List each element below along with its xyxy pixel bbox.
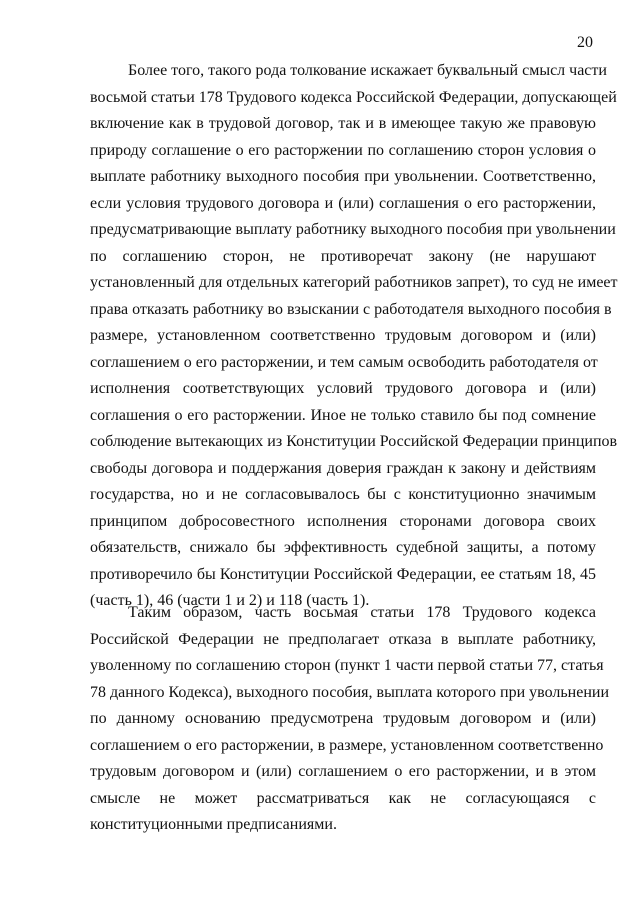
text-line: исполнения соответствующих условий трудового договора и (или) [90, 380, 596, 397]
text-line: смысле не может рассматриваться как не согласующаяся с [90, 789, 596, 807]
text-line: конституционными предписаниями. [90, 816, 337, 833]
text-line: свободы договора и поддержания доверия граждан к закону и действиям [90, 459, 596, 477]
page-number: 20 [577, 34, 593, 51]
text-line: обязательств, снижало бы эффективность судебной защиты, а потому [90, 539, 596, 556]
paragraph-1 [90, 58, 618, 615]
text-line: восьмой статьи 178 Трудового кодекса Российской Федерации, допускающей [90, 88, 617, 106]
text-line: соглашения о его расторжении. Иное не только ставило бы под сомнение [90, 406, 596, 424]
text-line: (часть 1), 46 (части 1 и 2) и 118 (часть 1). [90, 592, 370, 609]
text-line: трудовым договором и (или) соглашением о его расторжении, и в этом [90, 763, 596, 780]
text-line: уволенному по соглашению сторон (пункт 1 части первой статьи 77, статья [90, 657, 604, 674]
text-line: выплате работнику выходного пособия при увольнении. Соответственно, [90, 168, 596, 185]
text-line: 78 данного Кодекса), выходного пособия, выплата которого при увольнении [90, 683, 610, 701]
text-line: противоречило бы Конституции Российской Федерации, ее статьям 18, 45 [90, 565, 596, 583]
text-line: природу соглашение о его расторжении по соглашению сторон условия о [90, 141, 596, 159]
text-line: государства, но и не согласовывалось бы с конституционно значимым [90, 486, 596, 503]
text-line: по данному основанию предусмотрена трудовым договором и (или) [90, 710, 596, 727]
text-line: размере, установленном соответственно трудовым договором и (или) [90, 327, 596, 344]
text-line: принципом добросовестного исполнения сторонами договора своих [90, 512, 596, 530]
text-line: предусматривающие выплату работнику выходного пособия при увольнении [90, 221, 616, 238]
text-line: если условия трудового договора и (или) соглашения о его расторжении, [90, 194, 596, 212]
text-line: Российской Федерации не предполагает отказа в выплате работнику, [90, 630, 596, 648]
text-line: соблюдение вытекающих из Конституции Российской Федерации принципов [90, 433, 618, 450]
text-line: установленный для отдельных категорий работников запрет), то суд не имеет [90, 274, 618, 291]
text-line: по соглашению сторон, не противоречат закону (не нарушают [90, 247, 596, 265]
text-line: включение как в трудовой договор, так и в имеющее такую же правовую [90, 115, 596, 132]
text-line: права отказать работнику во взыскании с работодателя выходного пособия в [90, 300, 612, 318]
text-line: Таким образом, часть восьмая статьи 178 Трудового кодекса [128, 604, 596, 621]
paragraph-2 [90, 600, 610, 839]
text-line: Более того, такого рода толкование искажает буквальный смысл части [128, 62, 607, 79]
text-line: соглашением о его расторжении, и тем самым освободить работодателя от [90, 353, 598, 371]
text-line: соглашением о его расторжении, в размере, установленном соответственно [90, 736, 604, 754]
